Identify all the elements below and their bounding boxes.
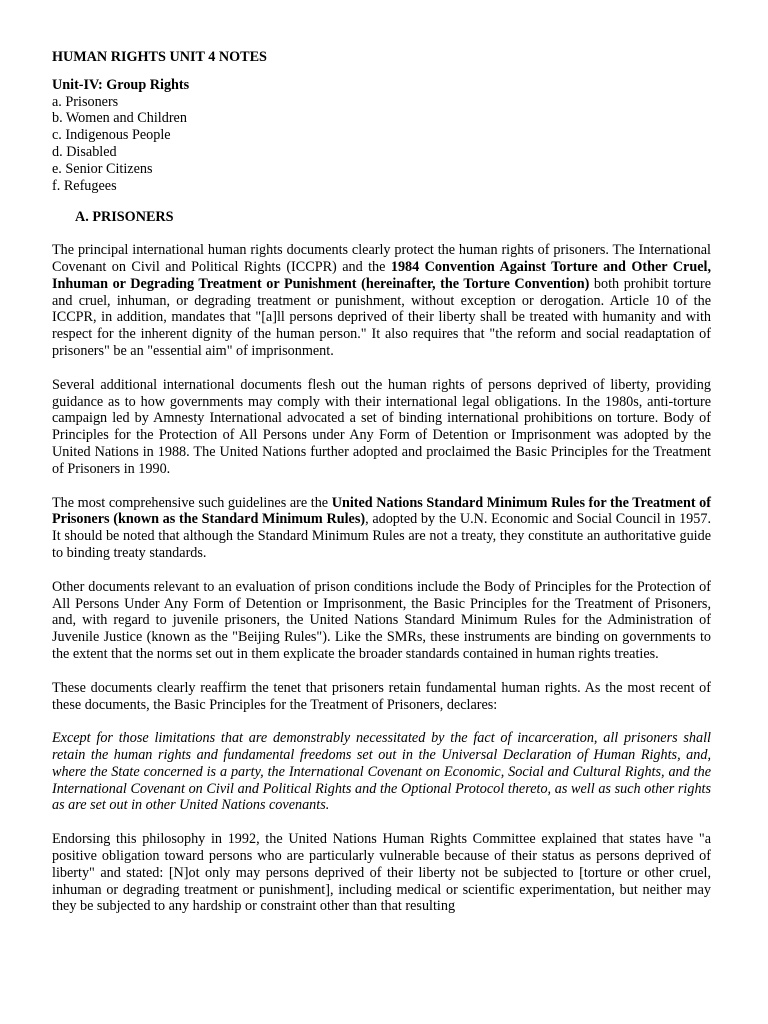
paragraph-3	[52, 495, 711, 562]
topic-item: d. Disabled	[52, 143, 117, 160]
paragraph-1	[52, 242, 711, 360]
section-heading-prisoners: A. PRISONERS	[75, 209, 174, 226]
topic-item: c. Indigenous People	[52, 127, 171, 144]
document-page	[52, 49, 711, 915]
paragraph-3-text-b: , adopted by the U.N. Economic and Social Council in 1957. It should be noted that although the Standard Minimum Rules are not a treaty, they constitute an authoritative guide to binding treaty standards.	[52, 511, 711, 561]
paragraph-3-bold: United Nations Standard Minimum Rules for the Treatment of Prisoners (known as the Standard Minimum Rules)	[52, 494, 711, 528]
paragraph-6: Endorsing this philosophy in 1992, the United Nations Human Rights Committee explained that states have "a positive obligation toward persons who are particularly vulnerable because of their status as persons deprived of liberty" and stated: [N]ot only may persons deprived of their liberty not be subjected to [torture or other cruel, inhuman or degrading treatment or punishment], including medical or scientific experimentation, but neither may they be subjected to any hardship or constraint other than that resulting	[52, 831, 711, 915]
topic-item: e. Senior Citizens	[52, 160, 153, 177]
paragraph-1-bold: 1984 Convention Against Torture and Other Cruel, Inhuman or Degrading Treatment or Punishment (hereinafter, the Torture Convention)	[52, 258, 711, 292]
topic-item: a. Prisoners	[52, 93, 119, 110]
topic-item: b. Women and Children	[52, 110, 187, 127]
paragraph-2: Several additional international documents flesh out the human rights of persons deprived of liberty, providing guidance as to how governments may comply with their international legal obligations. In the 1980s, anti-torture campaign led by Amnesty International advocated a set of binding international prohibitions on torture. Body of Principles for the Protection of All Persons under Any Form of Detention or Imprisonment was adopted by the United Nations in 1988. The United Nations further adopted and proclaimed the Basic Principles for the Treatment of Prisoners in 1990.	[52, 376, 711, 477]
topic-list	[52, 94, 711, 195]
topic-item: f. Refugees	[52, 177, 117, 194]
paragraph-4: Other documents relevant to an evaluation of prison conditions include the Body of Principles for the Protection of All Persons Under Any Form of Detention or Imprisonment, the Basic Principles for the Treatment of Prisoners, and, with regard to juvenile prisoners, the United Nations Standard Minimum Rules for the Administration of Juvenile Justice (known as the "Beijing Rules"). Like the SMRs, these instruments are binding on governments to the extent that the norms set out in them explicate the broader standards contained in human rights treaties.	[52, 578, 711, 662]
paragraph-5: These documents clearly reaffirm the tenet that prisoners retain fundamental human rights. As the most recent of these documents, the Basic Principles for the Treatment of Prisoners, declares:	[52, 679, 711, 713]
unit-heading: Unit-IV: Group Rights	[52, 76, 190, 93]
paragraph-1-text-b: both prohibit torture and cruel, inhuman, or degrading treatment or punishment, without exception or derogation. Article 10 of the ICCPR, in addition, mandates that "[a]ll persons deprived of their liberty shall be treated with humanity and with respect for the inherent dignity of the human person." It also requires that "the reform and social readaptation of prisoners" be an "essential aim" of imprisonment.	[52, 275, 712, 359]
paragraph-3-text-a: The most comprehensive such guidelines are the	[52, 494, 332, 511]
document-title: HUMAN RIGHTS UNIT 4 NOTES	[52, 49, 267, 65]
paragraph-1-text-a: The principal international human rights documents clearly protect the human rights of prisoners. The International Covenant on Civil and Political Rights (ICCPR) and the	[52, 242, 711, 275]
quote-paragraph: Except for those limitations that are demonstrably necessitated by the fact of incarceration, all prisoners shall retain the human rights and fundamental freedoms set out in the Universal Declaration of Human Rights, and, where the State concerned is a party, the International Covenant on Economic, Social and Cultural Rights, and the International Covenant on Civil and Political Rights and the Optional Protocol thereto, as well as such other rights as are set out in other United Nations covenants.	[52, 730, 711, 814]
